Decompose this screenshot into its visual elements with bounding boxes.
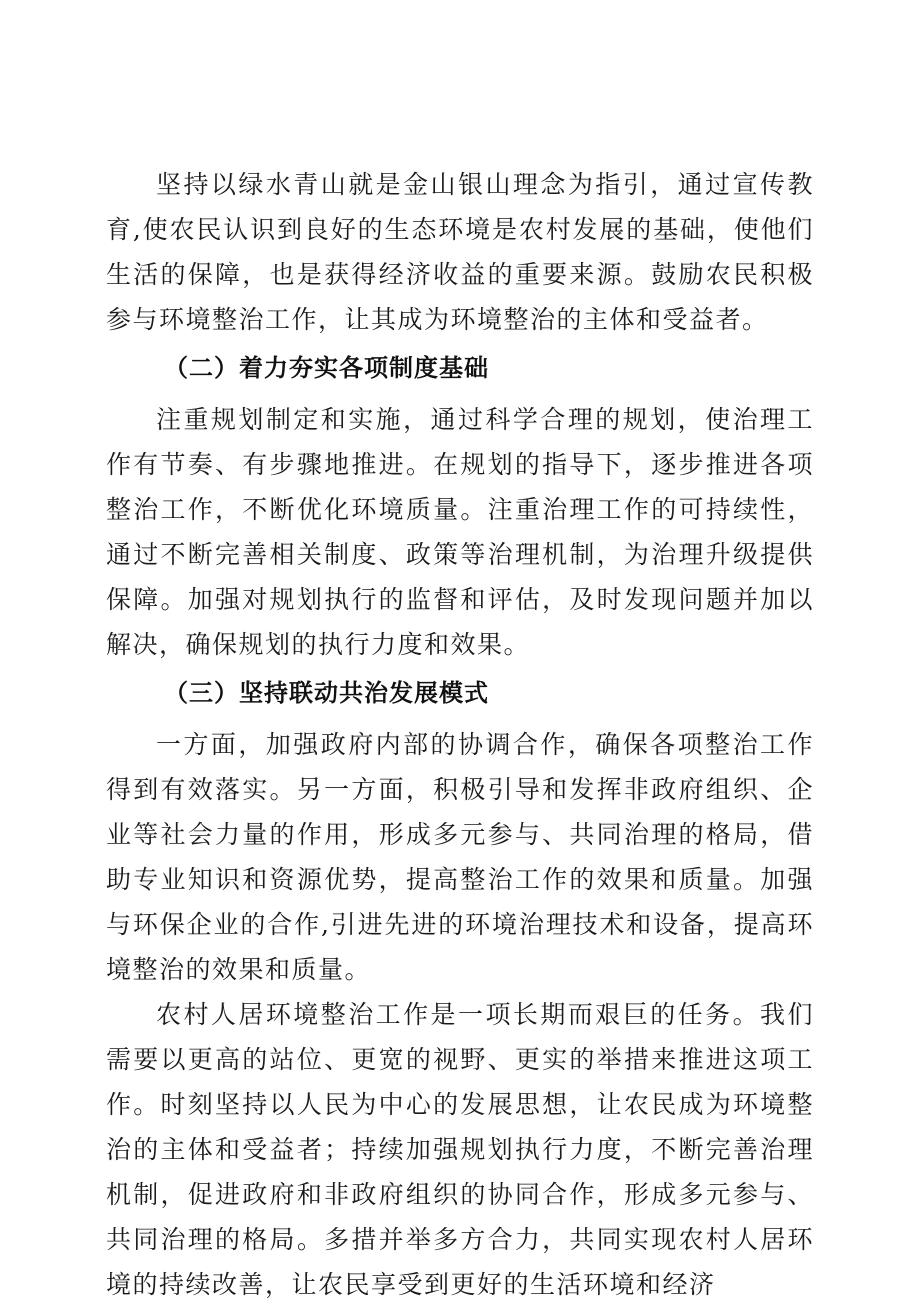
paragraph-conclusion: 农村人居环境整治工作是一项长期而艰巨的任务。我们需要以更高的站位、更宽的视野、更实的举措来推进这项工作。时刻坚持以人民为中心的发展思想，让农民成为环境整治的主体和受益者；持续加强规划执行力度，不断完善治理机制，促进政府和非政府组织的协同合作，形成多元参与、共同治理的格局。多措并举多方合力，共同实现农村人居环境的持续改善，让农民享受到更好的生活环境和经济 xyxy=(106,1000,814,1299)
paragraph-joint-governance: 一方面，加强政府内部的协调合作，确保各项整治工作得到有效落实。另一方面，积极引导和发挥非政府组织、企业等社会力量的作用，形成多元参与、共同治理的格局，借助专业知识和资源优势，提高整治工作的效果和质量。加强与环保企业的合作,引进先进的环境治理技术和设备，提高环境整治的效果和质量。 xyxy=(106,730,814,984)
section-heading-2: （二）着力夯实各项制度基础 xyxy=(164,354,489,382)
paragraph-planning-system: 注重规划制定和实施，通过科学合理的规划，使治理工作有节奏、有步骤地推进。在规划的指导下，逐步推进各项整治工作，不断优化环境质量。注重治理工作的可持续性，通过不断完善相关制度、政策等治理机制，为治理升级提供保障。加强对规划执行的监督和评估，及时发现问题并加以解决，确保规划的执行力度和效果。 xyxy=(106,405,814,659)
paragraph-ecological-awareness: 坚持以绿水青山就是金山银山理念为指引，通过宣传教育,使农民认识到良好的生态环境是农村发展的基础，使他们生活的保障，也是获得经济收益的重要来源。鼓励农民积极参与环境整治工作，让其成为环境整治的主体和受益者。 xyxy=(106,170,814,334)
section-heading-3: （三）坚持联动共治发展模式 xyxy=(164,679,489,707)
document-body xyxy=(106,162,814,1307)
